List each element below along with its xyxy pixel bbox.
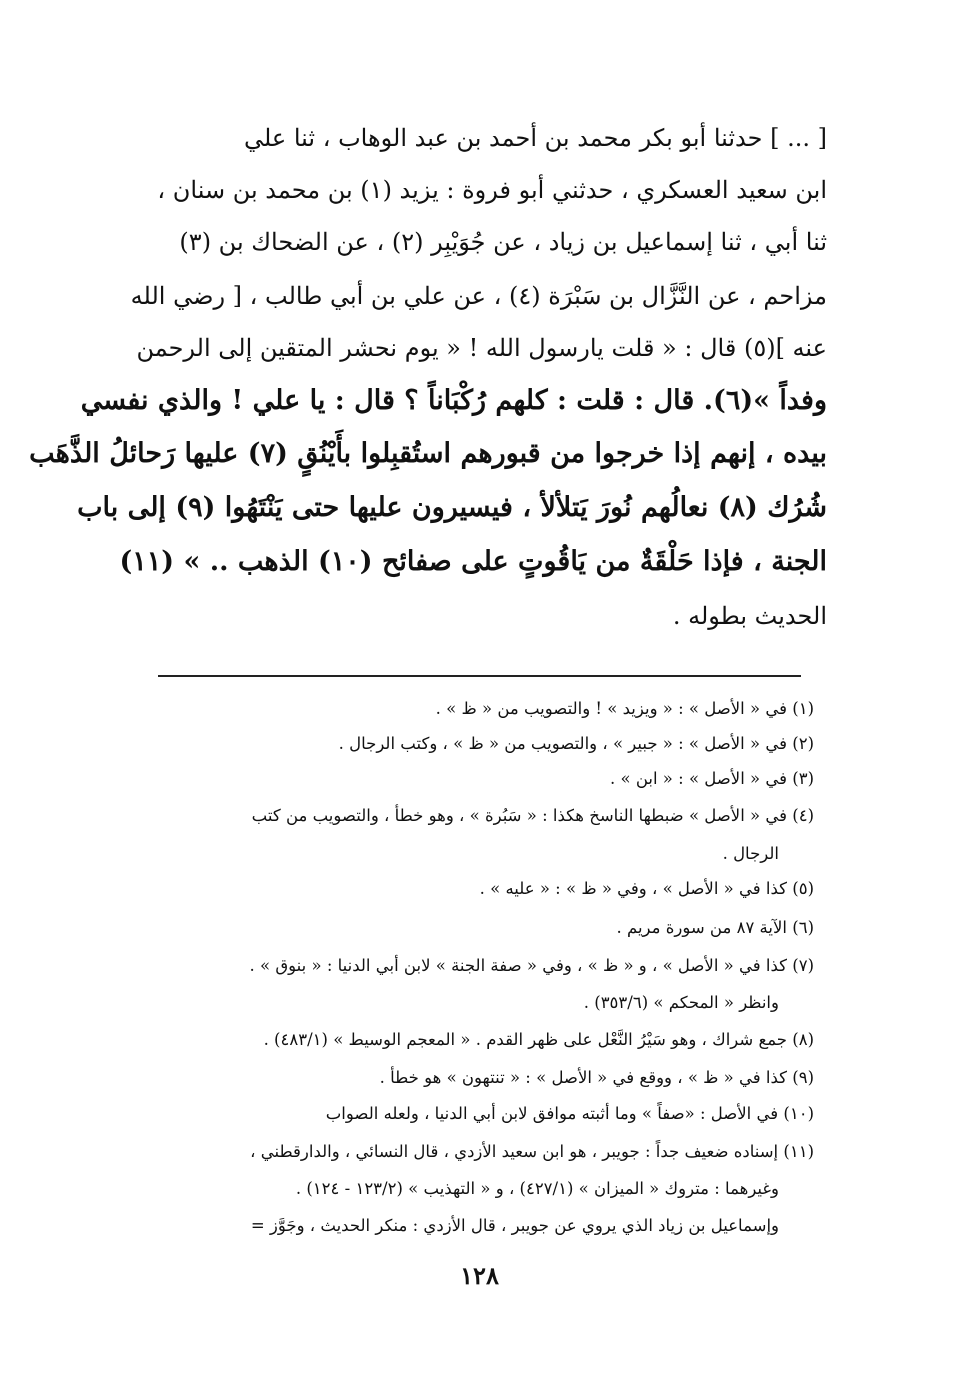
footnote-3: (٣) في « الأصل » : « ابن » . xyxy=(609,769,814,788)
footnote-7-cont: وانظر « المحكم » (٣٥٣/٦) . xyxy=(583,993,779,1012)
main-line-2: ابن سعيد العسكري ، حدثني أبو فروة : يزيد (١) بن محمد بن سنان ، xyxy=(157,176,827,204)
footnote-9: (٩) كذا في « ظ » ، ووقع في « الأصل » : « تنتهون » هو خطأ . xyxy=(379,1068,814,1087)
footnote-4-cont: الرجال . xyxy=(722,844,779,863)
page-number: ١٢٨ xyxy=(460,1261,499,1290)
main-line-3: ثنا أبي ، ثنا إسماعيل بن زياد ، عن جُوَيْبِر (٢) ، عن الضحاك بن (٣) xyxy=(179,228,827,256)
main-line-10: الحديث بطوله . xyxy=(672,602,827,630)
main-line-5: عنه ](٥) قال : « قلت يارسول الله ! « يوم نحشر المتقين إلى الرحمن xyxy=(136,334,827,362)
footnote-8: (٨) جمع شراك ، وهو سَيْرُ النَّعْل على ظهر القدم . « المعجم الوسيط » (٤٨٣/١) . xyxy=(263,1030,814,1049)
footnote-4: (٤) في « الأصل » ضبطها الناسخ هكذا : « سَبُرة » ، وهو خطأ ، والتصويب من كتب xyxy=(251,806,814,825)
footnote-10: (١٠) في الأصل : «صفاً » وما أثبته موافق لابن أبي الدنيا ، ولعله الصواب xyxy=(325,1104,814,1123)
footnote-7: (٧) كذا في « الأصل » ، و « ظ » ، وفي « صفة الجنة » لابن أبي الدنيا : « بنوق » . xyxy=(249,956,814,975)
main-line-9: الجنة ، فإذا حَلْقَةٌ من يَاقُوتٍ على صفائح (١٠) الذهب .. » (١١) xyxy=(119,546,827,577)
footnote-5: (٥) كذا في « الأصل » ، وفي « ظ » : « عليه » . xyxy=(479,879,814,898)
main-line-8: شُرُك (٨) نعالُهم نُورَ يَتلألأ ، فيسيرون عليها حتى يَنْتَهُوا (٩) إلى باب xyxy=(77,492,827,523)
footnote-11-cont-2: وإسماعيل بن زياد الذي يروي عن جويبر ، قال الأزدي : منكر الحديث ، وجَوَّز = xyxy=(250,1216,779,1235)
main-line-7: بيده ، إنهم إذا خرجوا من قبورهم استُقبِلوا بأَيْنُقٍ (٧) عليها رَحائلُ الذَّهَب xyxy=(29,438,827,469)
main-line-4: مزاحم ، عن النَّزَّال بن سَبْرَة (٤) ، عن علي بن أبي طالب ، [ رضي الله xyxy=(130,282,827,310)
main-line-6: وفداً »(٦). قال : قلت : كلهم رُكْبَاناً ؟ قال : يا علي ! والذي نفسي xyxy=(80,385,827,416)
footnote-1: (١) في « الأصل » : « ويزيد » ! والتصويب من « ظ » . xyxy=(435,699,814,718)
footnote-6: (٦) الآية ٨٧ من سورة مريم . xyxy=(616,918,814,937)
footnote-2: (٢) في « الأصل » : « جبير » ، والتصويب من « ظ » ، وكتب الرجال . xyxy=(338,734,814,753)
footnote-11: (١١) إسناده ضعيف جداً : جويبر ، هو ابن سعيد الأزدي ، قال النسائي ، والدارقطني ، xyxy=(250,1142,814,1161)
main-line-1: [ ... ] حدثنا أبو بكر محمد بن أحمد بن عبد الوهاب ، ثنا علي xyxy=(243,124,827,152)
footnote-11-cont: وغيرهما : متروك « الميزان » (٤٢٧/١) ، و « التهذيب » (١٢٣/٢ - ١٢٤) . xyxy=(295,1179,779,1198)
footnote-divider xyxy=(158,675,801,677)
